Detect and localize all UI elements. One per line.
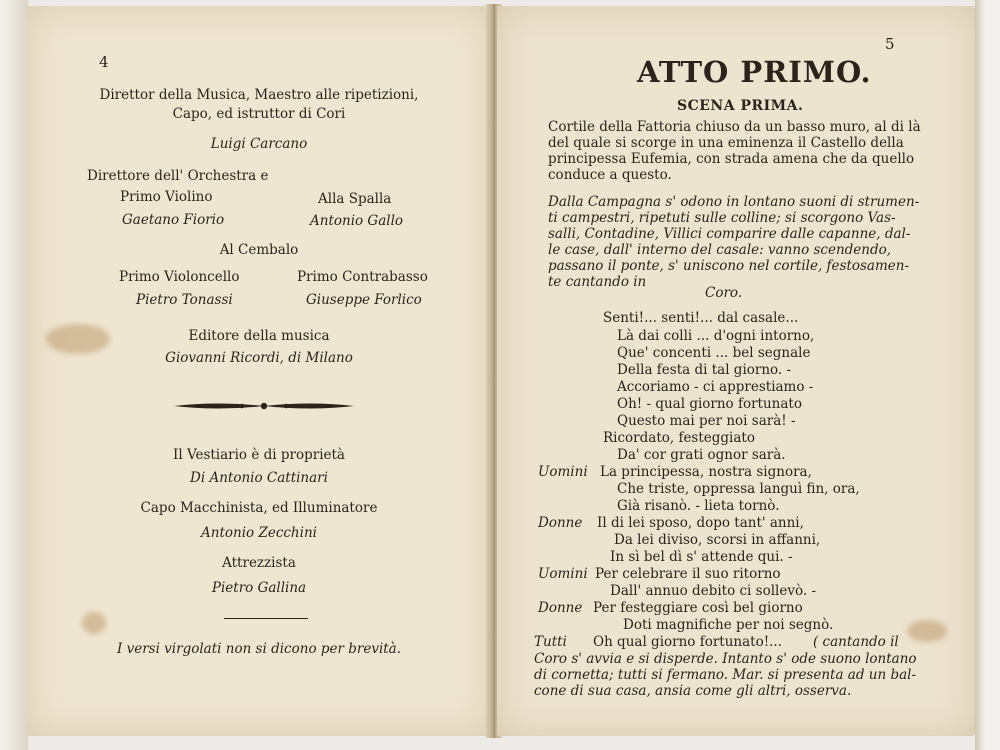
left-page bbox=[26, 6, 492, 736]
credit-role: Primo Contrabasso bbox=[297, 269, 428, 285]
credit-role: Capo, ed istruttor di Cori bbox=[172, 106, 346, 122]
credit-role: Primo Violino bbox=[120, 189, 213, 205]
page-number: 4 bbox=[99, 53, 109, 71]
verse-line: Il di lei sposo, dopo tant' anni, bbox=[597, 515, 804, 531]
verse-line: Questo mai per noi sarà! - bbox=[617, 413, 796, 429]
foxing-stain bbox=[907, 620, 947, 642]
credit-role: Editore della musica bbox=[188, 328, 330, 344]
verse-line: Per festeggiare così bel giorno bbox=[593, 600, 803, 616]
speaker-label: Tutti bbox=[534, 634, 567, 650]
speaker-label: Uomini bbox=[538, 464, 588, 480]
credit-name: Giovanni Ricordi, di Milano bbox=[165, 350, 353, 366]
credit-role: Alla Spalla bbox=[318, 191, 392, 207]
verse-line: Dall' annuo debito ci sollevò. - bbox=[610, 583, 817, 599]
credit-name: Antonio Gallo bbox=[310, 213, 404, 229]
verse-line: Doti magnifiche per noi segnò. bbox=[623, 617, 834, 633]
stage-direction-line: te cantando in bbox=[548, 274, 647, 290]
closing-direction-line: di cornetta; tutti si fermano. Mar. si presenta ad un bal- bbox=[534, 667, 917, 683]
foxing-stain bbox=[82, 612, 106, 634]
credit-name: Luigi Carcano bbox=[210, 136, 308, 152]
verse-line: Da lei diviso, scorsi in affanni, bbox=[614, 532, 821, 548]
right-page bbox=[497, 6, 975, 736]
credit-name: Pietro Gallina bbox=[211, 580, 307, 596]
setting-line: principessa Eufemia, con strada amena che da quello bbox=[548, 151, 915, 167]
verse-line: La principessa, nostra signora, bbox=[600, 464, 812, 480]
credit-role: Il Vestiario è di proprietà bbox=[173, 447, 345, 463]
ornament-divider-icon bbox=[172, 398, 356, 414]
right-background bbox=[975, 0, 1000, 750]
stage-direction-line: le case, dall' interno del casale: vanno scendendo, bbox=[548, 242, 892, 258]
short-rule bbox=[224, 618, 308, 619]
page-number: 5 bbox=[885, 35, 895, 53]
verse-line: Là dai colli ... d'ogni intorno, bbox=[617, 328, 815, 344]
speaker-label: Uomini bbox=[538, 566, 588, 582]
verse-line: Ricordato, festeggiato bbox=[603, 430, 755, 446]
credit-role: Al Cembalo bbox=[219, 242, 299, 258]
verse-line: Oh qual giorno fortunato!... bbox=[593, 634, 782, 650]
setting-line: del quale si scorge in una eminenza il Castello della bbox=[548, 135, 904, 151]
closing-direction-line: Coro s' avvia e si disperde. Intanto s' ode suono lontano bbox=[534, 651, 917, 667]
credit-name: Di Antonio Cattinari bbox=[190, 470, 328, 486]
verse-line: Già risanò. - lieta tornò. bbox=[617, 498, 780, 514]
stage-direction-line: salli, Contadine, Villici comparire dalle capanne, dal- bbox=[548, 226, 911, 242]
setting-line: conduce a questo. bbox=[548, 167, 672, 183]
stage-direction-line: passano il ponte, s' uniscono nel cortile, festosamen- bbox=[548, 258, 910, 274]
verse-line: Accoriamo - ci apprestiamo - bbox=[617, 379, 814, 395]
scene-heading: SCENA PRIMA. bbox=[677, 98, 804, 114]
closing-direction-line: cone di sua casa, ansia come gli altri, osserva. bbox=[534, 683, 852, 699]
chorus-label: Coro. bbox=[705, 285, 743, 301]
verse-line: Senti!... senti!... dal casale... bbox=[603, 310, 799, 326]
credit-role: Capo Macchinista, ed Illuminatore bbox=[140, 500, 378, 516]
verse-line: Que' concenti ... bel segnale bbox=[617, 345, 811, 361]
stage-aside: ( cantando il bbox=[813, 634, 899, 650]
credit-role: Direttore dell' Orchestra e bbox=[87, 168, 269, 184]
credit-name: Gaetano Fiorio bbox=[122, 212, 225, 228]
verse-line: Oh! - qual giorno fortunato bbox=[617, 396, 802, 412]
footnote: I versi virgolati non si dicono per brevità. bbox=[116, 641, 402, 657]
left-background bbox=[0, 0, 28, 750]
credit-role: Direttor della Musica, Maestro alle ripetizioni, bbox=[99, 87, 419, 103]
speaker-label: Donne bbox=[538, 600, 583, 616]
stage-direction-line: ti campestri, ripetuti sulle colline; si scorgono Vas- bbox=[548, 210, 896, 226]
verse-line: Che triste, oppressa languì fin, ora, bbox=[617, 481, 860, 497]
verse-line: In sì bel dì s' attende qui. - bbox=[610, 549, 793, 565]
verse-line: Da' cor grati ognor sarà. bbox=[617, 447, 786, 463]
verse-line: Per celebrare il suo ritorno bbox=[595, 566, 781, 582]
credit-role: Attrezzista bbox=[222, 555, 296, 571]
setting-line: Cortile della Fattoria chiuso da un basso muro, al di là bbox=[548, 119, 921, 135]
verse-line: Della festa di tal giorno. - bbox=[617, 362, 792, 378]
credit-name: Pietro Tonassi bbox=[136, 292, 233, 308]
credit-name: Giuseppe Forlico bbox=[306, 292, 422, 308]
speaker-label: Donne bbox=[538, 515, 583, 531]
stage-direction-line: Dalla Campagna s' odono in lontano suoni di strumen- bbox=[548, 194, 920, 210]
credit-name: Antonio Zecchini bbox=[201, 525, 317, 541]
credit-role: Primo Violoncello bbox=[119, 269, 240, 285]
act-title: ATTO PRIMO. bbox=[637, 55, 872, 89]
